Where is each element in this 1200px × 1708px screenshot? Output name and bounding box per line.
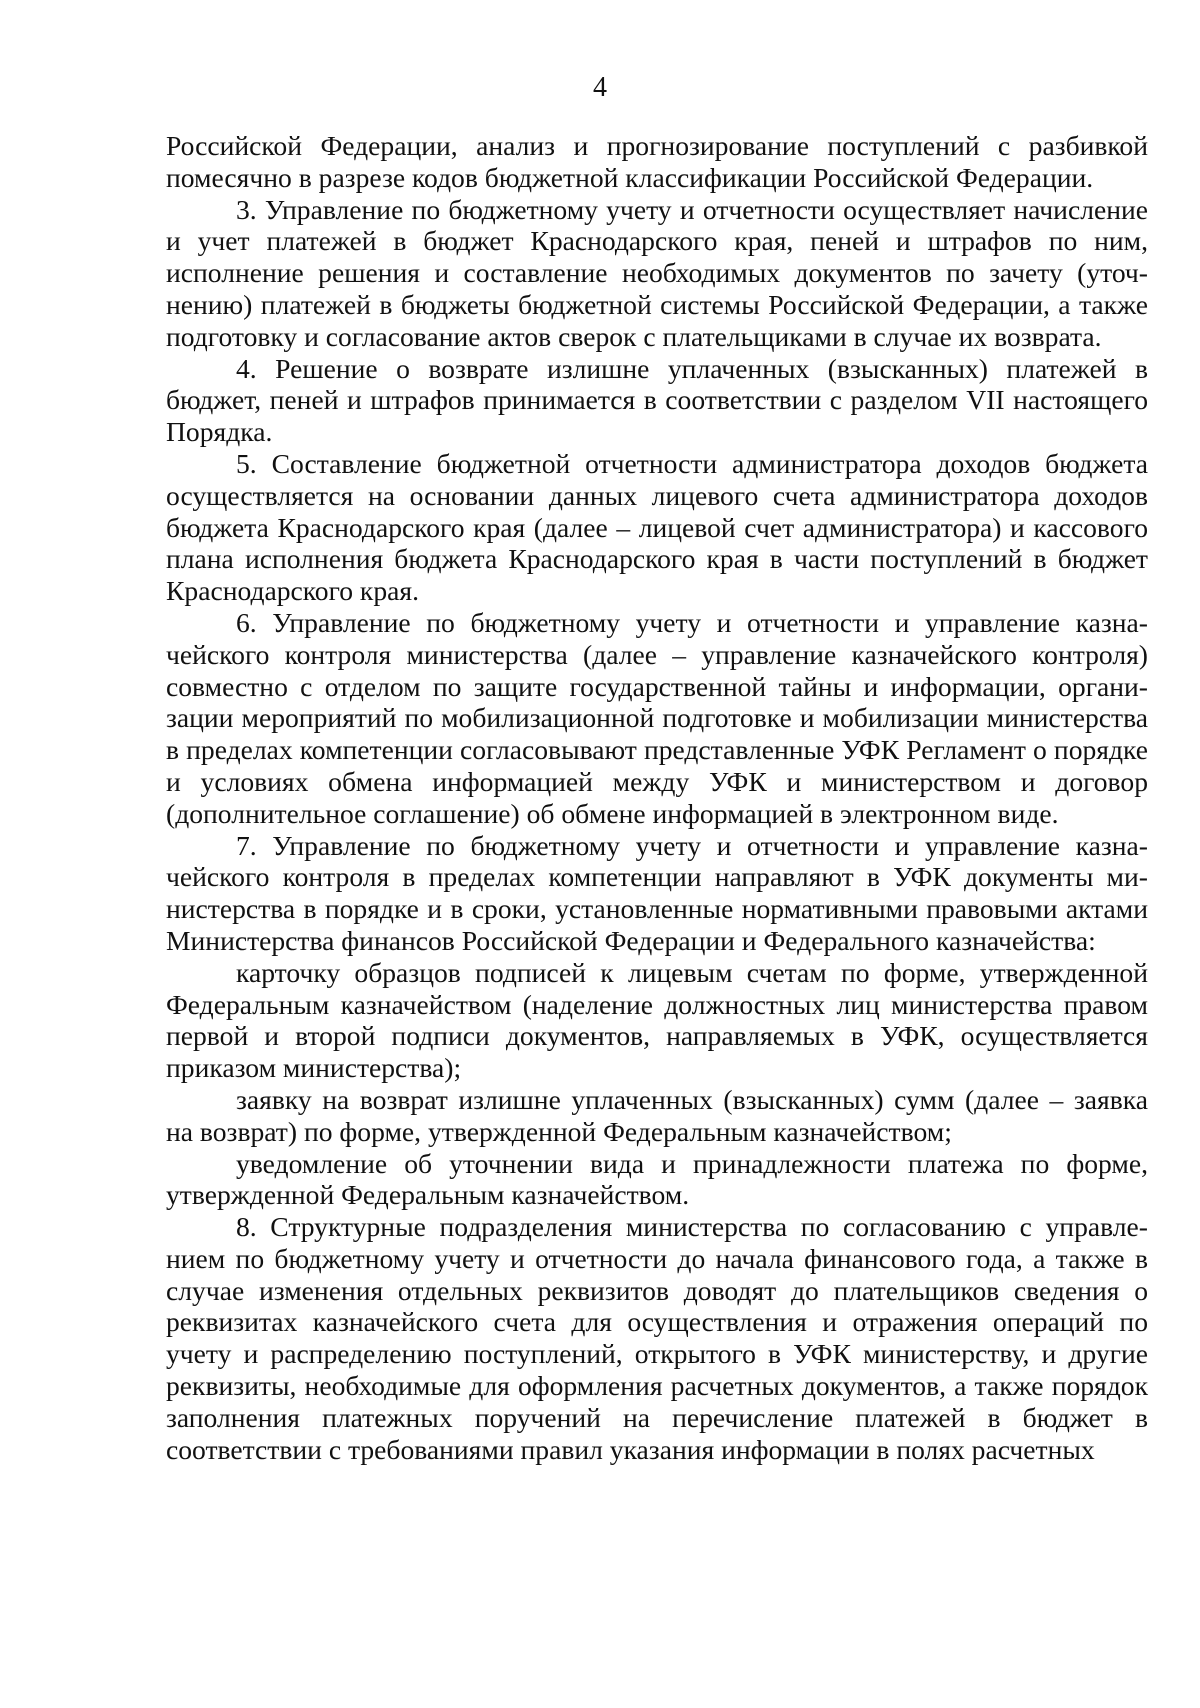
document-body (166, 130, 1148, 1465)
paragraph-8: 8. Структурные подразделения министерства по согласованию с управлением по бюджетному учету и отчетности до начала финансового года, а также в случае изменения отдельных реквизитов доводят до плательщиков сведения о реквизитах казначейского счета для осуществления и отражения операций по учету и распределению поступлений, открытого в УФК министерству, и другие реквизиты, необходимые для оформления расчетных документов, а также порядок заполнения платежных поручений на перечисление платежей в бюджет в соответствии с требованиями правил указания информации в полях расчетных (166, 1211, 1148, 1465)
page-number: 4 (593, 72, 607, 103)
paragraph-6: 6. Управление по бюджетному учету и отчетности и управление казначейского контроля министерства (далее – управление казначейского контроля) совместно с отделом по защите государственной тайны и информации, организации мероприятий по мобилизационной подготовке и мобилизации министерства в пределах компетенции согласовывают представленные УФК Регламент о порядке и условиях обмена информацией между УФК и министерством и договор (дополнительное соглашение) об обмене информацией в электронном виде. (166, 606, 1148, 829)
list-item-payment-notice: уведомление об уточнении вида и принадлежности платежа по форме, утвержденной Федеральным казначейством. (166, 1147, 1148, 1211)
paragraph-4: 4. Решение о возврате излишне уплаченных (взысканных) платежей в бюджет, пеней и штрафов принимается в соответствии с разделом VII настоящего Порядка. (166, 352, 1148, 448)
paragraph-5: 5. Составление бюджетной отчетности администратора доходов бюджета осуществляется на основании данных лицевого счета администратора доходов бюджета Краснодарского края (далее – лицевой счет администратора) и кассового плана исполнения бюджета Краснодарского края в части поступлений в бюджет Краснодарского края. (166, 447, 1148, 607)
paragraph-continuation: Российской Федерации, анализ и прогнозирование поступлений с разбивкой помесячно в разрезе кодов бюджетной классификации Российской Федерации. (166, 130, 1148, 193)
list-item-signature-card: карточку образцов подписей к лицевым счетам по форме, утвержденной Федеральным казначейством (наделение должностных лиц министерства правом первой и второй подписи документов, направляемых в УФК, осуществляется приказом министерства); (166, 956, 1148, 1084)
paragraph-3: 3. Управление по бюджетному учету и отчетности осуществляет начисление и учет платежей в бюджет Краснодарского края, пеней и штрафов по ним, исполнение решения и составление необходимых документов по зачету (уточнению) платежей в бюджеты бюджетной системы Российской Федерации, а также подготовку и согласование актов сверок с плательщиками в случае их возврата. (166, 193, 1148, 352)
paragraph-7: 7. Управление по бюджетному учету и отчетности и управление казначейского контроля в пределах компетенции направляют в УФК документы министерства в порядке и в сроки, установленные нормативными правовыми актами Министерства финансов Российской Федерации и Федерального казначейства: (166, 829, 1148, 956)
list-item-refund-request: заявку на возврат излишне уплаченных (взысканных) сумм (далее – заявка на возврат) по форме, утвержденной Федеральным казначейством; (166, 1083, 1148, 1147)
